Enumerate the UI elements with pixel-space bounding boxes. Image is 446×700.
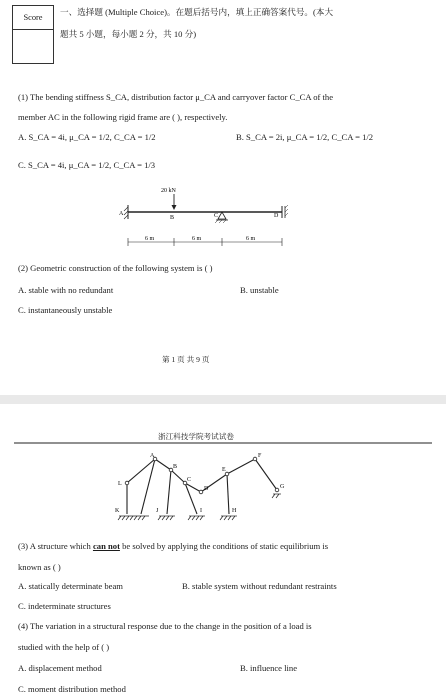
section-title-line2: 题共 5 小题，每小题 2 分，共 10 分) (60, 29, 197, 39)
q2-option-a: A. stable with no redundant (18, 285, 114, 295)
q2-option-c: C. instantaneously unstable (18, 305, 113, 315)
q1-beam-figure (112, 182, 302, 254)
page-footer: 第 1 页 共 9 页 (162, 355, 210, 364)
node-b-label: B (170, 215, 175, 221)
section-title-line1: 一、选择题 (Multiple Choice)。在题后括号内，填上正确答案代号。(本大 (60, 7, 334, 17)
q3-option-b: B. stable system without redundant restraints (182, 581, 337, 591)
q4-stem-line1: (4) The variation in a structural response due to the change in the position of a load is (18, 621, 312, 631)
q3-option-a: A. statically determinate beam (18, 581, 123, 591)
score-label: Score (13, 6, 53, 30)
q3-option-c: C. indeterminate structures (18, 601, 111, 611)
frame-label-k: K (115, 508, 120, 514)
frame-label-e: E (222, 467, 226, 473)
frame-label-h: H (232, 508, 237, 514)
dim2-label: 6 m (192, 236, 202, 242)
node-d-label: D (274, 213, 279, 219)
frame-label-a: A (150, 453, 155, 459)
load-label: 20 kN (161, 188, 176, 194)
header-rule (0, 442, 446, 444)
q2-option-b: B. unstable (240, 285, 279, 295)
q2-stem: (2) Geometric construction of the following system is ( ) (18, 263, 213, 273)
q1-stem-line2: member AC in the following rigid frame are ( ), respectively. (18, 112, 228, 122)
node-a-label: A (119, 211, 124, 217)
frame-figure (105, 448, 305, 528)
dim3-label: 6 m (246, 236, 256, 242)
q4-option-c: C. moment distribution method (18, 684, 126, 694)
frame-label-g: G (280, 484, 285, 490)
node-c-label: C (214, 213, 219, 219)
q3-stem-line2: known as ( ) (18, 562, 61, 572)
q3-stem-before: (3) A structure which (18, 541, 93, 551)
frame-label-i: I (200, 508, 202, 514)
school-header: 浙江科技学院考试试卷 (158, 432, 234, 441)
q3-stem-line1 (18, 541, 328, 552)
frame-label-d: D (204, 486, 209, 492)
q3-stem-after: be solved by applying the conditions of static equilibrium is (119, 541, 329, 551)
q1-option-c: C. S_CA = 4i, μ_CA = 1/2, C_CA = 1/3 (18, 160, 156, 170)
exam-page-2 (0, 404, 446, 700)
frame-label-b: B (173, 464, 178, 470)
frame-label-l: L (118, 481, 122, 487)
score-box (12, 5, 54, 64)
q4-option-a: A. displacement method (18, 663, 102, 673)
frame-label-f: F (258, 453, 262, 459)
dim1-label: 6 m (145, 236, 155, 242)
frame-label-j: J (156, 508, 159, 514)
q1-option-b: B. S_CA = 2i, μ_CA = 1/2, C_CA = 1/2 (236, 132, 374, 142)
q3-stem-emphasis: can not (92, 541, 120, 551)
q1-stem-line1: (1) The bending stiffness S_CA, distribution factor μ_CA and carryover factor C_CA of the (18, 92, 334, 102)
frame-label-c: C (187, 477, 192, 483)
q1-option-a: A. S_CA = 4i, μ_CA = 1/2, C_CA = 1/2 (18, 132, 156, 142)
q4-stem-line2: studied with the help of ( ) (18, 642, 110, 652)
q4-option-b: B. influence line (240, 663, 298, 673)
